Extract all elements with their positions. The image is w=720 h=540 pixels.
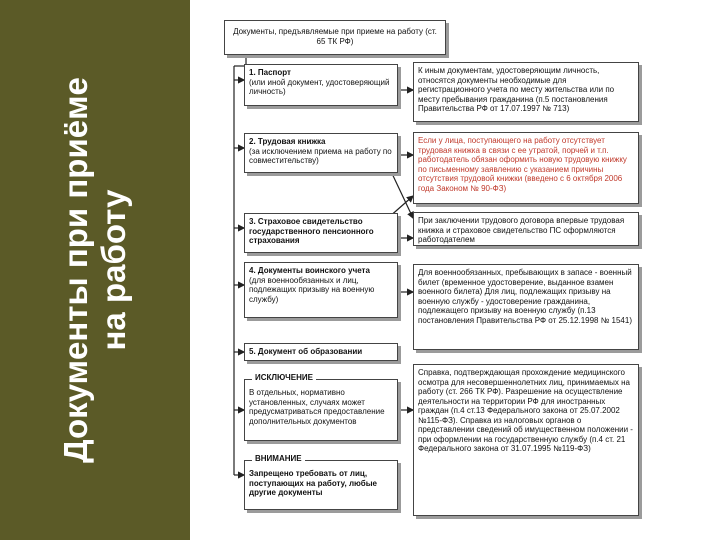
document-title: 3. Страховое свидетельство государственного пенсионного страхования bbox=[249, 217, 374, 245]
document-note: (для военнообязанных и лиц, подлежащих призыву на военную службу) bbox=[249, 275, 375, 304]
document-title: 4. Документы воинского учета bbox=[249, 266, 370, 275]
exception-label: ИСКЛЮЧЕНИЕ bbox=[252, 373, 316, 382]
header-box bbox=[224, 20, 446, 55]
note-box-first-contract bbox=[413, 212, 639, 246]
attention-text: Запрещено требовать от лиц, поступающих на работу, любые другие документы bbox=[249, 469, 377, 497]
document-box-passport bbox=[244, 64, 398, 106]
document-title: 5. Документ об образовании bbox=[249, 347, 363, 356]
note-text: Для военнообязанных, пребывающих в запасе - военный билет (временное удостоверение, выданное взамен военного билета) Для лиц, подлежащих призыву на военную службу - удостоверение гражданина, подлежащего призыву на военную службу (п.13 постановления Правительства РФ от 25.12.1998 № 1541) bbox=[418, 268, 632, 325]
slide-title-line-2: на работу bbox=[95, 189, 132, 351]
note-box-identity bbox=[413, 62, 639, 122]
document-note: (за исключением приема на работу по совместительству) bbox=[249, 146, 392, 165]
attention-label: ВНИМАНИЕ bbox=[252, 454, 305, 463]
document-title: 2. Трудовая книжка bbox=[249, 137, 326, 146]
note-text: При заключении трудового договора впервые трудовая книжка и страховое свидетельство ПС оформляются работодателем bbox=[418, 216, 625, 244]
document-box-education bbox=[244, 343, 398, 361]
attention-box bbox=[244, 460, 398, 510]
note-text: Если у лица, поступающего на работу отсутствует трудовая книжка в связи с ее утратой, порчей и т.п. работодатель обязан оформить новую трудовую книжку по письменному заявлению с указанием причины отсутствия трудовой книжки (введено с 6 октября 2006 года Законом № 90-ФЗ) bbox=[418, 136, 627, 193]
document-box-labor-book bbox=[244, 133, 398, 173]
note-box-additional-documents bbox=[413, 364, 639, 516]
header-text: Документы, предъявляемые при приеме на работу (ст. 65 ТК РФ) bbox=[233, 27, 437, 46]
note-box-military bbox=[413, 264, 639, 350]
note-text: К иным документам, удостоверяющим личность, относятся документы необходимые для регистрационного учета по месту жительства или по месту пребывания гражданина (п.5 постановления Правительства РФ от 17.07.1997 № 713) bbox=[418, 66, 615, 113]
exception-text: В отдельных, нормативно установленных, случаях может предусматриваться предоставление дополнительных документов bbox=[249, 388, 385, 426]
document-box-insurance bbox=[244, 213, 398, 253]
exception-box bbox=[244, 379, 398, 441]
document-box-military bbox=[244, 262, 398, 318]
document-title: 1. Паспорт bbox=[249, 68, 291, 77]
note-box-labor-book bbox=[413, 132, 639, 204]
note-text: Справка, подтверждающая прохождение медицинского осмотра для несовершеннолетних лиц, принимаемых на работу (ст. 266 ТК РФ). Разрешение на осуществление деятельности на территории РФ для иностранных граждан (п.4 ст.13 Федерального закона от 25.07.2002 №115-ФЗ). Справка из налоговых органов о представлении сведений об имущественном положении - при оформлении на государственную службу (п.4 ст. 21 Федерального закона от 31.07.1995 №119-ФЗ) bbox=[418, 368, 633, 453]
slide-title-line-1: Документы при приёме bbox=[57, 77, 94, 463]
document-note: (или иной документ, удостоверяющий личность) bbox=[249, 77, 390, 96]
